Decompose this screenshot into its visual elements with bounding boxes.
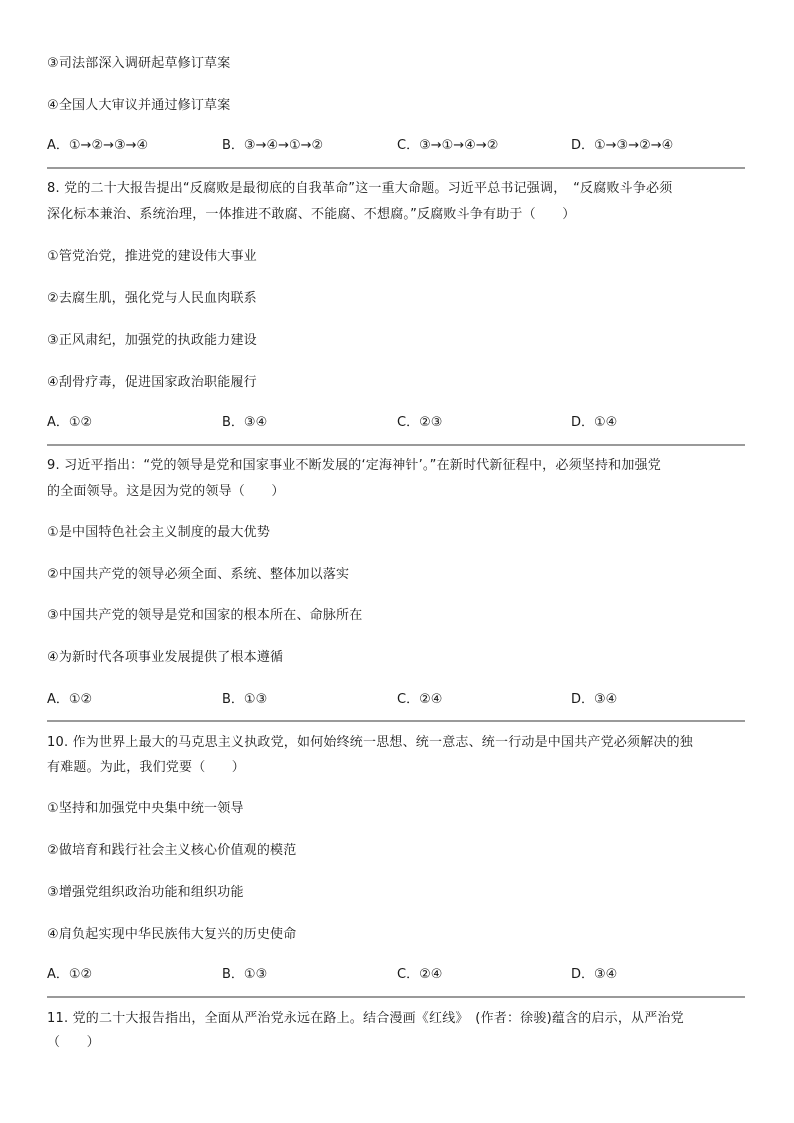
q8-option-b[interactable]: B．③④ [222, 415, 268, 430]
q9-option-c[interactable]: C．②④ [397, 692, 443, 707]
q7-option-d[interactable]: D．①→③→②→④ [571, 138, 674, 153]
q9-option-d[interactable]: D．③④ [571, 692, 618, 707]
q8-option-a[interactable]: A．①② [47, 415, 93, 430]
q10-stem-line-1: 10. 作为世界上最大的马克思主义执政党，如何始终统一思想、统一意志、统一行动是中国共产党必须解决的独 [47, 735, 694, 750]
q9-item-1: ①是中国特色社会主义制度的最大优势 [47, 525, 271, 540]
q8-option-c[interactable]: C．②③ [397, 415, 443, 430]
q8-item-1: ①管党治党，推进党的建设伟大事业 [47, 249, 257, 264]
q8-stem-line-2: 深化标本兼治、系统治理，一体推进不敢腐、不能腐、不想腐。”反腐败斗争有助于（ ） [47, 207, 576, 222]
q9-item-4: ④为新时代各项事业发展提供了根本遵循 [47, 650, 284, 665]
q8-item-2: ②去腐生肌，强化党与人民血肉联系 [47, 291, 257, 306]
q7-option-c[interactable]: C．③→①→④→② [397, 138, 499, 153]
q9-option-b[interactable]: B．①③ [222, 692, 268, 707]
q9-item-2: ②中国共产党的领导必须全面、系统、整体加以落实 [47, 567, 350, 582]
q11-stem-line-2: （ ） [47, 1035, 100, 1050]
divider [47, 720, 745, 722]
divider [47, 444, 745, 446]
divider [47, 996, 745, 998]
q8-item-4: ④刮骨疗毒，促进国家政治职能履行 [47, 375, 257, 390]
divider [47, 167, 745, 169]
q10-option-a[interactable]: A．①② [47, 967, 93, 982]
q7-item-3: ③司法部深入调研起草修订草案 [47, 56, 231, 71]
q9-stem-line-1: 9. 习近平指出：“党的领导是党和国家事业不断发展的‘定海神针’。”在新时代新征程中，必须坚持和加强党 [47, 458, 661, 473]
q10-option-b[interactable]: B．①③ [222, 967, 268, 982]
q10-item-1: ①坚持和加强党中央集中统一领导 [47, 801, 244, 816]
q10-option-d[interactable]: D．③④ [571, 967, 618, 982]
q9-item-3: ③中国共产党的领导是党和国家的根本所在、命脉所在 [47, 608, 363, 623]
q10-item-2: ②做培育和践行社会主义核心价值观的模范 [47, 843, 297, 858]
q10-option-c[interactable]: C．②④ [397, 967, 443, 982]
q10-item-4: ④肩负起实现中华民族伟大复兴的历史使命 [47, 927, 297, 942]
q8-option-d[interactable]: D．①④ [571, 415, 618, 430]
q11-stem-line-1: 11. 党的二十大报告指出，全面从严治党永远在路上。结合漫画《红线》 (作者：徐骏)蕴含的启示，从严治党 [47, 1011, 684, 1026]
q9-option-a[interactable]: A．①② [47, 692, 93, 707]
q7-option-b[interactable]: B．③→④→①→② [222, 138, 324, 153]
q8-item-3: ③正风肃纪，加强党的执政能力建设 [47, 333, 257, 348]
q8-stem-line-1: 8. 党的二十大报告提出“反腐败是最彻底的自我革命”这一重大命题。习近平总书记强调， “反腐败斗争必须 [47, 181, 673, 196]
q10-item-3: ③增强党组织政治功能和组织功能 [47, 885, 244, 900]
q7-option-a[interactable]: A．①→②→③→④ [47, 138, 149, 153]
q7-item-4: ④全国人大审议并通过修订草案 [47, 98, 231, 113]
q9-stem-line-2: 的全面领导。这是因为党的领导（ ） [47, 484, 285, 499]
q10-stem-line-2: 有难题。为此，我们党要（ ） [47, 760, 246, 775]
